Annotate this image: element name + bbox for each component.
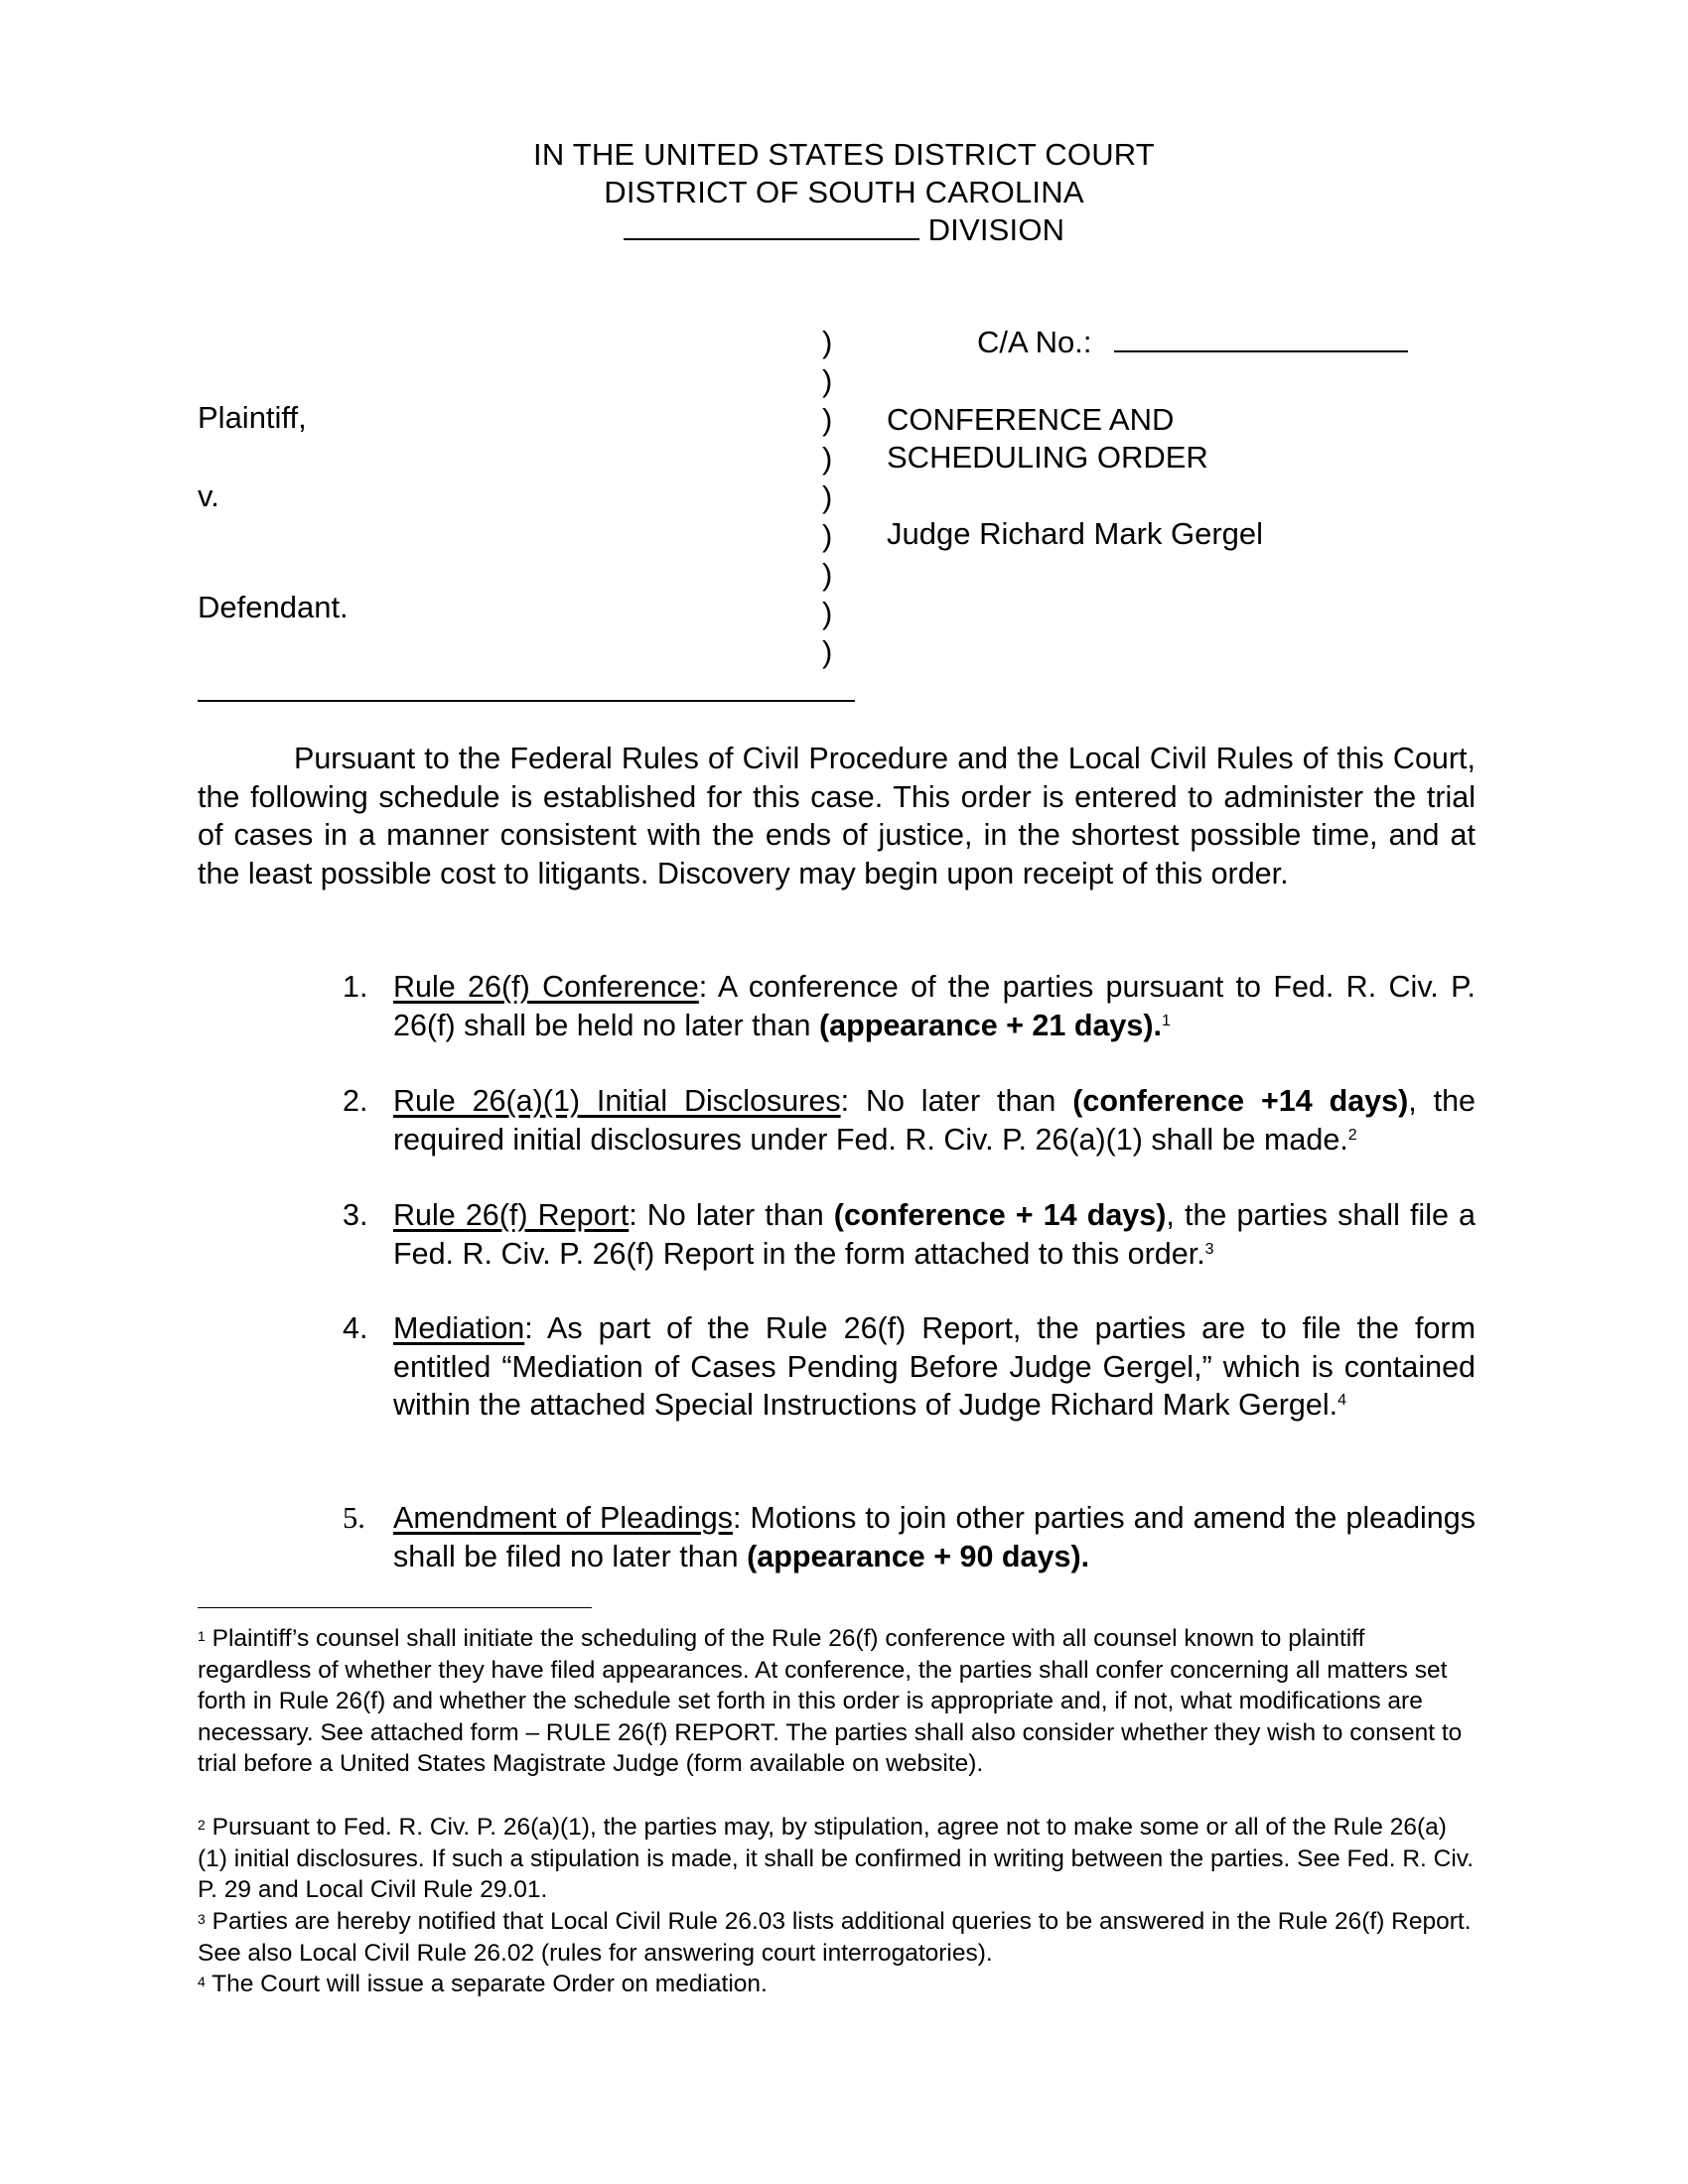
schedule-item (343, 1082, 1476, 1159)
caption-paren: ) (822, 557, 833, 592)
footnote-separator (198, 1607, 592, 1608)
case-number-label: C/A No.: (977, 325, 1092, 359)
item-number: 4. (343, 1311, 368, 1345)
caption-paren: ) (822, 402, 833, 437)
footnote-1 (198, 1623, 1476, 1780)
caption-paren: ) (822, 634, 833, 669)
item-deadline: (appearance + 90 days). (747, 1539, 1090, 1573)
item-deadline: (appearance + 21 days). (818, 1008, 1162, 1042)
item-text: : No later than (840, 1084, 1073, 1118)
division-blank[interactable] (624, 238, 919, 240)
caption-paren: ) (822, 441, 833, 476)
item-number: 5. (343, 1501, 365, 1535)
district-name: DISTRICT OF SOUTH CAROLINA (604, 175, 1084, 209)
footnote-2 (198, 1812, 1476, 1906)
item-heading: Rule 26(f) Report (393, 1198, 630, 1232)
footnote-mark: 4 (198, 1974, 206, 1989)
item-heading: Mediation (393, 1311, 525, 1345)
defendant-label: Defendant. (198, 590, 349, 624)
schedule-item (343, 1196, 1476, 1273)
item-text: : No later than (629, 1198, 834, 1232)
caption-paren: ) (822, 479, 833, 514)
item-heading: Rule 26(a)(1) Initial Disclosures (393, 1084, 841, 1118)
item-heading: Rule 26(f) Conference (393, 970, 699, 1004)
item-number: 2. (343, 1084, 368, 1118)
caption-paren: ) (822, 596, 833, 630)
footnote-text: Pursuant to Fed. R. Civ. P. 26(a)(1), the parties may, by stipulation, agree not to make some or all of the Rule 26(a)(1) initial disclosures. If such a stipulation is made, it shall be confirmed in writing between the parties. See Fed. R. Civ. P. 29 and Local Civil Rule 29.01. (198, 1814, 1475, 1903)
footnote-ref[interactable]: 1 (1161, 1012, 1171, 1029)
item-text: : As part of the Rule 26(f) Report, the parties are to file the form entitled “Mediation of Cases Pending Before Judge Gergel,” which is contained within the attached Special Instructions of Judge Richard Mark Gergel. (393, 1311, 1476, 1422)
case-number-blank[interactable] (1114, 350, 1408, 352)
footnote-4 (198, 1969, 1476, 2000)
plaintiff-label: Plaintiff, (198, 400, 307, 435)
item-heading: Amendment of Pleadings (393, 1501, 733, 1535)
footnote-3 (198, 1906, 1476, 1969)
item-deadline: (conference + 14 days) (833, 1198, 1167, 1232)
order-title-line2: SCHEDULING ORDER (887, 440, 1208, 475)
item-text: : Motions to join other parties and amend the pleadings shall be filed no later than (393, 1501, 1476, 1573)
schedule-item (343, 968, 1476, 1044)
division-label: DIVISION (927, 212, 1065, 247)
judge-name: Judge Richard Mark Gergel (887, 516, 1264, 551)
item-number: 1. (343, 970, 368, 1004)
caption-paren: ) (822, 363, 833, 398)
intro-paragraph: Pursuant to the Federal Rules of Civil Procedure and the Local Civil Rules of this Court, the following schedule is established for this case. This order is entered to administer the trial of cases in a manner consistent with the ends of justice, in the shortest possible time, and at the least possible cost to litigants. Discovery may begin upon receipt of this order. (198, 742, 1476, 890)
footnote-text: Plaintiff’s counsel shall initiate the scheduling of the Rule 26(f) conference with all counsel known to plaintiff regardless of whether they have filed appearances. At conference, the parties shall confer concerning all matters set forth in Rule 26(f) and whether the schedule set forth in this order is appropriate and, if not, what modifications are necessary. See attached form – RULE 26(f) REPORT. The parties shall also consider whether they wish to consent to trial before a United States Magistrate Judge (form available on website). (198, 1625, 1463, 1777)
schedule-item (343, 1309, 1476, 1425)
item-text: , the required initial disclosures under Fed. R. Civ. P. 26(a)(1) shall be made. (393, 1084, 1477, 1157)
footnote-mark: 1 (198, 1628, 206, 1644)
item-text: , the parties shall file a Fed. R. Civ. P. 26(f) Report in the form attached to this order. (393, 1198, 1476, 1271)
item-text: : A conference of the parties pursuant to Fed. R. Civ. P. 26(f) shall be held no later than (393, 970, 1476, 1042)
caption-divider (198, 700, 855, 702)
footnote-ref[interactable]: 3 (1204, 1240, 1214, 1258)
footnote-ref[interactable]: 2 (1347, 1126, 1357, 1144)
court-name: IN THE UNITED STATES DISTRICT COURT (533, 137, 1155, 172)
footnote-ref[interactable]: 4 (1337, 1392, 1346, 1409)
caption-paren: ) (822, 518, 833, 553)
footnote-mark: 2 (198, 1817, 206, 1833)
schedule-item (343, 1499, 1476, 1575)
case-number-field (977, 324, 1408, 361)
versus-label: v. (198, 478, 219, 513)
item-deadline: (conference +14 days) (1072, 1084, 1409, 1118)
item-number: 3. (343, 1198, 368, 1232)
footnote-text: Parties are hereby notified that Local Civil Rule 26.03 lists additional queries to be answered in the Rule 26(f) Report. See also Local Civil Rule 26.02 (rules for answering court interrogatories). (198, 1908, 1472, 1967)
division-line (0, 211, 1688, 249)
footnote-mark: 3 (198, 1911, 206, 1927)
footnote-text: The Court will issue a separate Order on mediation. (205, 1971, 768, 1997)
order-title-line1: CONFERENCE AND (887, 402, 1175, 437)
caption-paren: ) (822, 325, 833, 359)
